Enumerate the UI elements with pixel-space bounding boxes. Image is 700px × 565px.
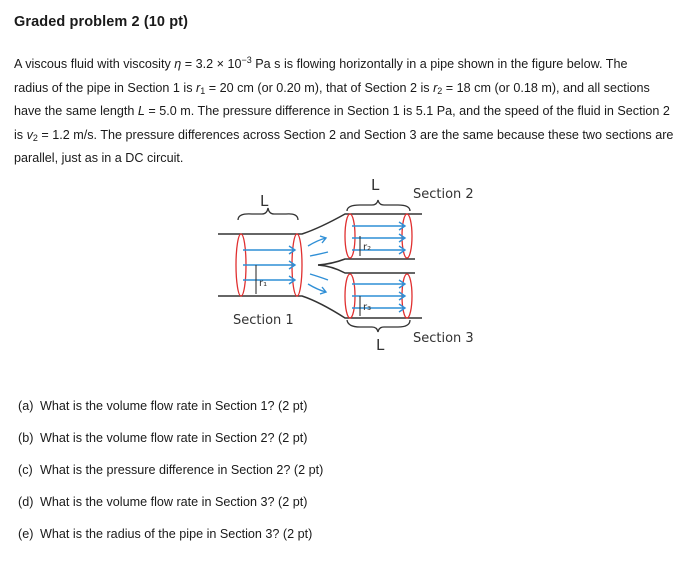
label-section1: Section 1	[233, 313, 294, 328]
label-section2: Section 2	[413, 187, 474, 202]
brace-section1	[238, 208, 298, 220]
problem-title: Graded problem 2 (10 pt)	[14, 14, 189, 30]
question-c: (c) What is the pressure difference in Section 2? (2 pt)	[18, 463, 324, 477]
label-r2: r₂	[363, 242, 372, 253]
label-l-section1: L	[260, 192, 269, 210]
label-r3: r₃	[363, 302, 372, 313]
pipe-wall-top	[218, 214, 422, 234]
question-list	[18, 399, 323, 559]
label-l-section3: L	[376, 336, 385, 354]
label-r1: r₁	[259, 278, 268, 289]
problem-statement: A viscous fluid with viscosity $\eta = 3.2 \times 10^{-3}$ Pa s is flowing horizontally in a pipe shown in the figure below. The radius of the pipe in Section 1 is $r_1 = 20$ cm (or 0.20 m), that of Section 2 is $r_2 = 18$ cm (or 0.18 m), and all sections have the same length L = 5.0 m. The pressure difference in Section 1 is 5.1 Pa, and the speed of the fluid in Section 2 is $v_2 = 1.2$ m/s. The pressure differences across Section 2 and Section 3 are the same because these two sections are parallel, just as in a DC circuit.	[14, 55, 674, 165]
question-a: (a) What is the volume flow rate in Section 1? (2 pt)	[18, 399, 308, 413]
question-b: (b) What is the volume flow rate in Section 2? (2 pt)	[18, 431, 308, 445]
pipe-divider-top	[318, 259, 415, 265]
label-l-section2: L	[371, 176, 380, 194]
section2-left-ellipse	[345, 214, 355, 258]
radius-markers	[256, 236, 360, 316]
question-d: (d) What is the volume flow rate in Section 3? (2 pt)	[18, 495, 308, 509]
brace-section3	[347, 320, 410, 332]
brace-section2	[347, 200, 410, 211]
pipe-figure	[200, 168, 520, 358]
pipe-divider-bottom	[318, 265, 415, 273]
label-section3: Section 3	[413, 331, 474, 346]
flow-arrows-section1	[243, 246, 295, 284]
question-e: (e) What is the radius of the pipe in Section 3? (2 pt)	[18, 527, 313, 541]
